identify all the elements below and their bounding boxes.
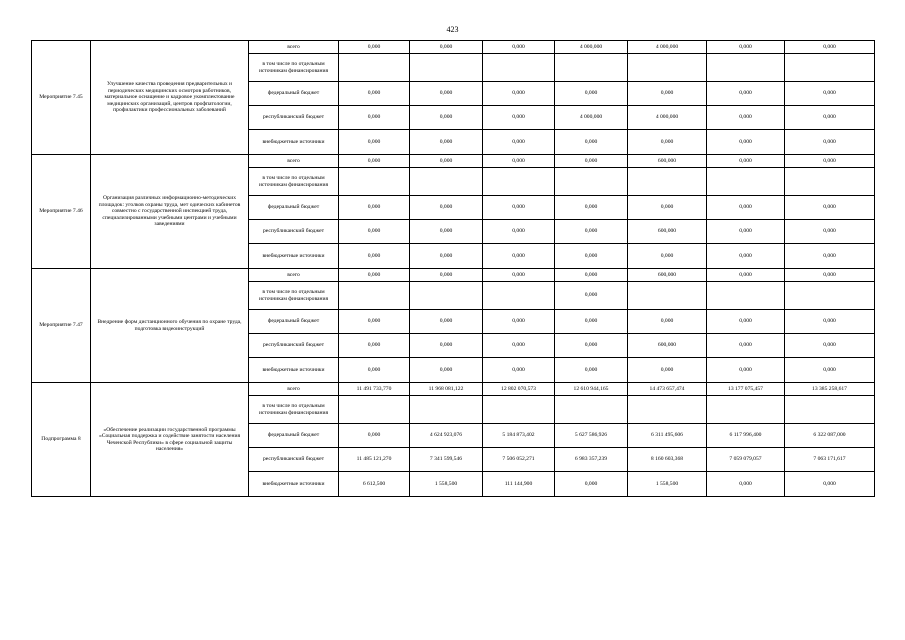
amount-cell: 0,000 (707, 220, 785, 244)
page-number: 423 (446, 25, 459, 34)
amount-cell (483, 282, 555, 310)
funding-source-cell: в том числе по отдельным источникам финансирования (249, 168, 339, 196)
table-row (32, 383, 875, 396)
funding-source-cell: федеральный бюджет (249, 424, 339, 448)
amount-cell: 0,000 (555, 334, 628, 358)
amount-cell (483, 54, 555, 82)
amount-cell (707, 54, 785, 82)
amount-cell: 0,000 (483, 106, 555, 130)
amount-cell: 0,000 (339, 310, 410, 334)
amount-cell: 7 063 171,617 (785, 448, 875, 472)
amount-cell: 0,000 (339, 106, 410, 130)
table-row (32, 155, 875, 168)
amount-cell: 0,000 (628, 310, 707, 334)
amount-cell: 0,000 (339, 424, 410, 448)
amount-cell: 0,000 (628, 82, 707, 106)
amount-cell: 0,000 (410, 334, 483, 358)
funding-source-cell: в том числе по отдельным источникам финансирования (249, 396, 339, 424)
amount-cell: 600,000 (628, 155, 707, 168)
amount-cell: 0,000 (785, 196, 875, 220)
amount-cell: 0,000 (785, 244, 875, 269)
amount-cell (410, 54, 483, 82)
table-row (32, 269, 875, 282)
amount-cell: 600,000 (628, 269, 707, 282)
amount-cell: 0,000 (785, 106, 875, 130)
program-code-cell: Мероприятие 7.47 (32, 269, 91, 383)
amount-cell: 0,000 (707, 82, 785, 106)
funding-source-cell: всего (249, 155, 339, 168)
amount-cell: 0,000 (555, 269, 628, 282)
amount-cell: 600,000 (628, 220, 707, 244)
amount-cell (339, 54, 410, 82)
amount-cell: 11 485 121,270 (339, 448, 410, 472)
amount-cell: 0,000 (483, 310, 555, 334)
amount-cell: 0,000 (555, 358, 628, 383)
amount-cell: 0,000 (785, 269, 875, 282)
amount-cell: 0,000 (483, 358, 555, 383)
amount-cell: 7 341 599,546 (410, 448, 483, 472)
amount-cell: 4 000,000 (555, 41, 628, 54)
funding-source-cell: республиканский бюджет (249, 334, 339, 358)
amount-cell: 0,000 (339, 130, 410, 155)
program-description-cell: Внедрение форм дистанционного обучения по охране труда, подготовка видеоинструкций (91, 269, 249, 383)
program-code-cell: Мероприятие 7.46 (32, 155, 91, 269)
amount-cell (555, 396, 628, 424)
amount-cell: 0,000 (483, 334, 555, 358)
amount-cell: 0,000 (555, 244, 628, 269)
amount-cell: 8 160 603,368 (628, 448, 707, 472)
amount-cell: 0,000 (785, 82, 875, 106)
amount-cell: 0,000 (785, 472, 875, 497)
amount-cell: 4 624 923,076 (410, 424, 483, 448)
amount-cell: 0,000 (785, 334, 875, 358)
amount-cell: 0,000 (707, 106, 785, 130)
amount-cell: 111 144,900 (483, 472, 555, 497)
amount-cell: 6 612,500 (339, 472, 410, 497)
funding-source-cell: в том числе по отдельным источникам финансирования (249, 54, 339, 82)
amount-cell: 600,000 (628, 334, 707, 358)
program-description-cell: «Обеспечение реализации государственной программы «Социальная поддержка и содействие занятости населения Чеченской Республики» в сфере социальной защиты населения» (91, 383, 249, 497)
amount-cell: 0,000 (410, 196, 483, 220)
amount-cell: 0,000 (785, 358, 875, 383)
amount-cell (410, 396, 483, 424)
funding-source-cell: республиканский бюджет (249, 448, 339, 472)
amount-cell (707, 396, 785, 424)
amount-cell: 0,000 (410, 130, 483, 155)
table-body (32, 41, 875, 497)
amount-cell (785, 396, 875, 424)
funding-source-cell: федеральный бюджет (249, 82, 339, 106)
amount-cell: 0,000 (410, 155, 483, 168)
funding-source-cell: всего (249, 269, 339, 282)
amount-cell: 0,000 (555, 472, 628, 497)
amount-cell: 0,000 (785, 41, 875, 54)
funding-source-cell: федеральный бюджет (249, 196, 339, 220)
amount-cell: 12 802 070,573 (483, 383, 555, 396)
amount-cell (628, 282, 707, 310)
funding-source-cell: в том числе по отдельным источникам финансирования (249, 282, 339, 310)
amount-cell (339, 282, 410, 310)
amount-cell: 0,000 (410, 310, 483, 334)
amount-cell: 0,000 (483, 196, 555, 220)
amount-cell: 0,000 (339, 269, 410, 282)
amount-cell: 0,000 (555, 220, 628, 244)
amount-cell: 0,000 (410, 41, 483, 54)
amount-cell: 1 558,500 (410, 472, 483, 497)
amount-cell: 4 000,000 (555, 106, 628, 130)
amount-cell: 0,000 (483, 244, 555, 269)
amount-cell: 0,000 (483, 269, 555, 282)
amount-cell: 0,000 (483, 130, 555, 155)
amount-cell: 0,000 (707, 41, 785, 54)
amount-cell: 0,000 (339, 220, 410, 244)
amount-cell: 13 385 258,617 (785, 383, 875, 396)
amount-cell: 0,000 (483, 82, 555, 106)
amount-cell: 0,000 (339, 82, 410, 106)
amount-cell (628, 54, 707, 82)
amount-cell: 0,000 (555, 82, 628, 106)
amount-cell (555, 168, 628, 196)
amount-cell: 0,000 (628, 130, 707, 155)
amount-cell (785, 282, 875, 310)
amount-cell: 0,000 (410, 106, 483, 130)
funding-source-cell: внебюджетные источники (249, 244, 339, 269)
amount-cell: 0,000 (707, 310, 785, 334)
amount-cell (707, 168, 785, 196)
amount-cell: 7 059 079,057 (707, 448, 785, 472)
amount-cell (555, 54, 628, 82)
amount-cell: 1 558,500 (628, 472, 707, 497)
funding-source-cell: внебюджетные источники (249, 472, 339, 497)
amount-cell: 0,000 (707, 334, 785, 358)
amount-cell: 0,000 (785, 310, 875, 334)
amount-cell: 4 000,000 (628, 106, 707, 130)
amount-cell: 13 177 075,457 (707, 383, 785, 396)
amount-cell: 0,000 (785, 220, 875, 244)
amount-cell: 5 627 586,926 (555, 424, 628, 448)
amount-cell: 0,000 (339, 196, 410, 220)
amount-cell: 0,000 (555, 130, 628, 155)
funding-source-cell: всего (249, 383, 339, 396)
amount-cell: 0,000 (628, 196, 707, 220)
amount-cell: 0,000 (483, 41, 555, 54)
amount-cell: 4 000,000 (628, 41, 707, 54)
amount-cell (628, 168, 707, 196)
amount-cell: 5 184 873,402 (483, 424, 555, 448)
amount-cell: 14 473 657,474 (628, 383, 707, 396)
amount-cell (339, 396, 410, 424)
program-code-cell: Подпрограмма 8 (32, 383, 91, 497)
amount-cell: 0,000 (339, 244, 410, 269)
amount-cell: 6 322 087,000 (785, 424, 875, 448)
amount-cell: 0,000 (483, 220, 555, 244)
amount-cell: 6 311 495,606 (628, 424, 707, 448)
funding-source-cell: республиканский бюджет (249, 220, 339, 244)
funding-source-cell: всего (249, 41, 339, 54)
amount-cell: 11 491 733,770 (339, 383, 410, 396)
program-description-cell: Улучшение качества проведения предварительных и периодических медицинских осмотров работников, материальное оснащение и кадровое укомплектование медицинских организаций, центров профпатологии, профилактики профессиональных заболеваний (91, 41, 249, 155)
funding-source-cell: республиканский бюджет (249, 106, 339, 130)
amount-cell: 0,000 (707, 472, 785, 497)
amount-cell: 7 506 052,271 (483, 448, 555, 472)
program-description-cell: Организация различных информационно-методических площадок: уголков охраны труда, мет одических кабинетов совместно с государственной инспекцией труда, специализированными учебными центрами и учебными заведениями (91, 155, 249, 269)
amount-cell: 0,000 (483, 155, 555, 168)
amount-cell: 6 117 996,400 (707, 424, 785, 448)
amount-cell: 0,000 (707, 269, 785, 282)
amount-cell: 0,000 (707, 244, 785, 269)
amount-cell (339, 168, 410, 196)
amount-cell: 0,000 (410, 358, 483, 383)
funding-source-cell: федеральный бюджет (249, 310, 339, 334)
amount-cell (785, 168, 875, 196)
amount-cell: 11 968 081,122 (410, 383, 483, 396)
funding-source-cell: внебюджетные источники (249, 358, 339, 383)
amount-cell: 0,000 (410, 220, 483, 244)
amount-cell: 0,000 (555, 196, 628, 220)
table-row (32, 41, 875, 54)
amount-cell: 0,000 (628, 358, 707, 383)
amount-cell: 0,000 (785, 155, 875, 168)
amount-cell: 0,000 (785, 130, 875, 155)
amount-cell: 0,000 (555, 310, 628, 334)
amount-cell (410, 168, 483, 196)
amount-cell: 0,000 (707, 130, 785, 155)
amount-cell: 0,000 (339, 334, 410, 358)
amount-cell (785, 54, 875, 82)
amount-cell: 0,000 (410, 244, 483, 269)
funding-source-cell: внебюджетные источники (249, 130, 339, 155)
amount-cell: 0,000 (707, 358, 785, 383)
amount-cell: 0,000 (707, 155, 785, 168)
amount-cell: 0,000 (707, 196, 785, 220)
amount-cell: 0,000 (410, 82, 483, 106)
amount-cell: 0,000 (339, 358, 410, 383)
amount-cell (410, 282, 483, 310)
amount-cell (483, 168, 555, 196)
program-code-cell: Мероприятие 7.45 (32, 41, 91, 155)
amount-cell (628, 396, 707, 424)
amount-cell (707, 282, 785, 310)
amount-cell: 0,000 (410, 269, 483, 282)
amount-cell: 0,000 (628, 244, 707, 269)
amount-cell: 0,000 (555, 155, 628, 168)
budget-table (31, 40, 875, 497)
amount-cell: 0,000 (555, 282, 628, 310)
amount-cell: 6 983 357,239 (555, 448, 628, 472)
amount-cell: 0,000 (339, 155, 410, 168)
amount-cell: 0,000 (339, 41, 410, 54)
amount-cell: 12 610 944,165 (555, 383, 628, 396)
amount-cell (483, 396, 555, 424)
